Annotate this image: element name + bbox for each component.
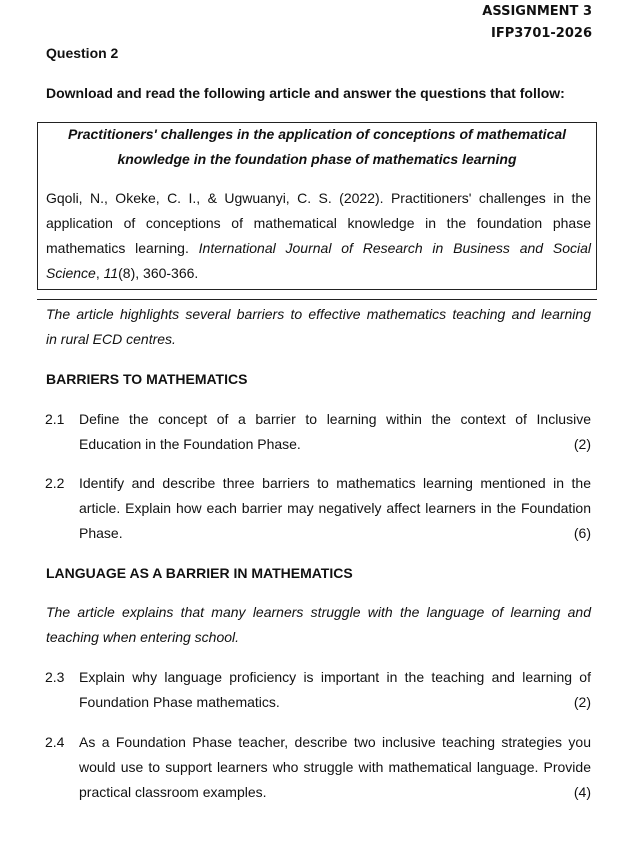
journal-volume: 11 <box>103 265 119 281</box>
article-title-line-2: knowledge in the foundation phase of mathematics learning <box>117 151 517 167</box>
question-text-line: As a Foundation Phase teacher, describe two inclusive teaching strategies you <box>79 734 591 750</box>
article-title-line-1: Practitioners' challenges in the application of conceptions of mathematical <box>67 126 567 142</box>
section-heading-barriers: BARRIERS TO MATHEMATICS <box>46 371 248 387</box>
question-text-line: practical classroom examples. <box>79 784 267 800</box>
journal-name-end: Science <box>46 265 96 281</box>
section-heading-language: LANGUAGE AS A BARRIER IN MATHEMATICS <box>46 565 353 581</box>
question-marks: (4) <box>573 784 591 800</box>
intro-barriers-line-2: in rural ECD centres. <box>46 331 176 347</box>
citation-line-2: application of conceptions of mathematical knowledge in the foundation phase <box>46 215 591 231</box>
question-marks: (2) <box>573 694 591 710</box>
question-text-line: Identify and describe three barriers to mathematics learning mentioned in the <box>79 475 591 491</box>
question-number: 2.3 <box>45 669 65 685</box>
question-text-line: Foundation Phase mathematics. <box>79 694 280 710</box>
question-text-line: Explain why language proficiency is important in the teaching and learning of <box>79 669 591 685</box>
question-text-line: Phase. <box>79 525 123 541</box>
divider-line <box>37 299 597 300</box>
citation-line-1: Gqoli, N., Okeke, C. I., & Ugwuanyi, C. S. (2022). Practitioners' challenges in the <box>46 190 591 206</box>
question-number: 2.2 <box>45 475 65 491</box>
citation-line-4: Science, 11(8), 360-366. <box>46 265 199 281</box>
question-marks: (6) <box>573 525 591 541</box>
question-text-line: Define the concept of a barrier to learning within the context of Inclusive <box>79 411 591 427</box>
assignment-label: ASSIGNMENT 3 <box>482 4 592 19</box>
question-text-line: Education in the Foundation Phase. <box>79 436 301 452</box>
journal-name: International Journal of Research in Business and Social <box>198 240 592 256</box>
instruction-text: Download and read the following article and answer the questions that follow: <box>46 85 565 101</box>
question-number: 2.1 <box>45 411 65 427</box>
question-number: 2.4 <box>45 734 65 750</box>
citation-line-3-plain: mathematics learning. <box>46 240 199 256</box>
intro-barriers-line-1: The article highlights several barriers to effective mathematics teaching and learning <box>46 306 591 322</box>
question-marks: (2) <box>573 436 591 452</box>
course-code: IFP3701-2026 <box>490 26 592 41</box>
question-title: Question 2 <box>46 45 119 61</box>
question-text-line: article. Explain how each barrier may negatively affect learners in the Foundation <box>79 500 591 516</box>
citation-line-3 <box>46 240 591 256</box>
intro-language-line-1: The article explains that many learners struggle with the language of learning and <box>46 604 591 620</box>
intro-language-line-2: teaching when entering school. <box>46 629 240 645</box>
journal-issue-pages: (8), 360-366. <box>118 265 199 281</box>
question-text-line: would use to support learners who struggle with mathematical language. Provide <box>79 759 591 775</box>
